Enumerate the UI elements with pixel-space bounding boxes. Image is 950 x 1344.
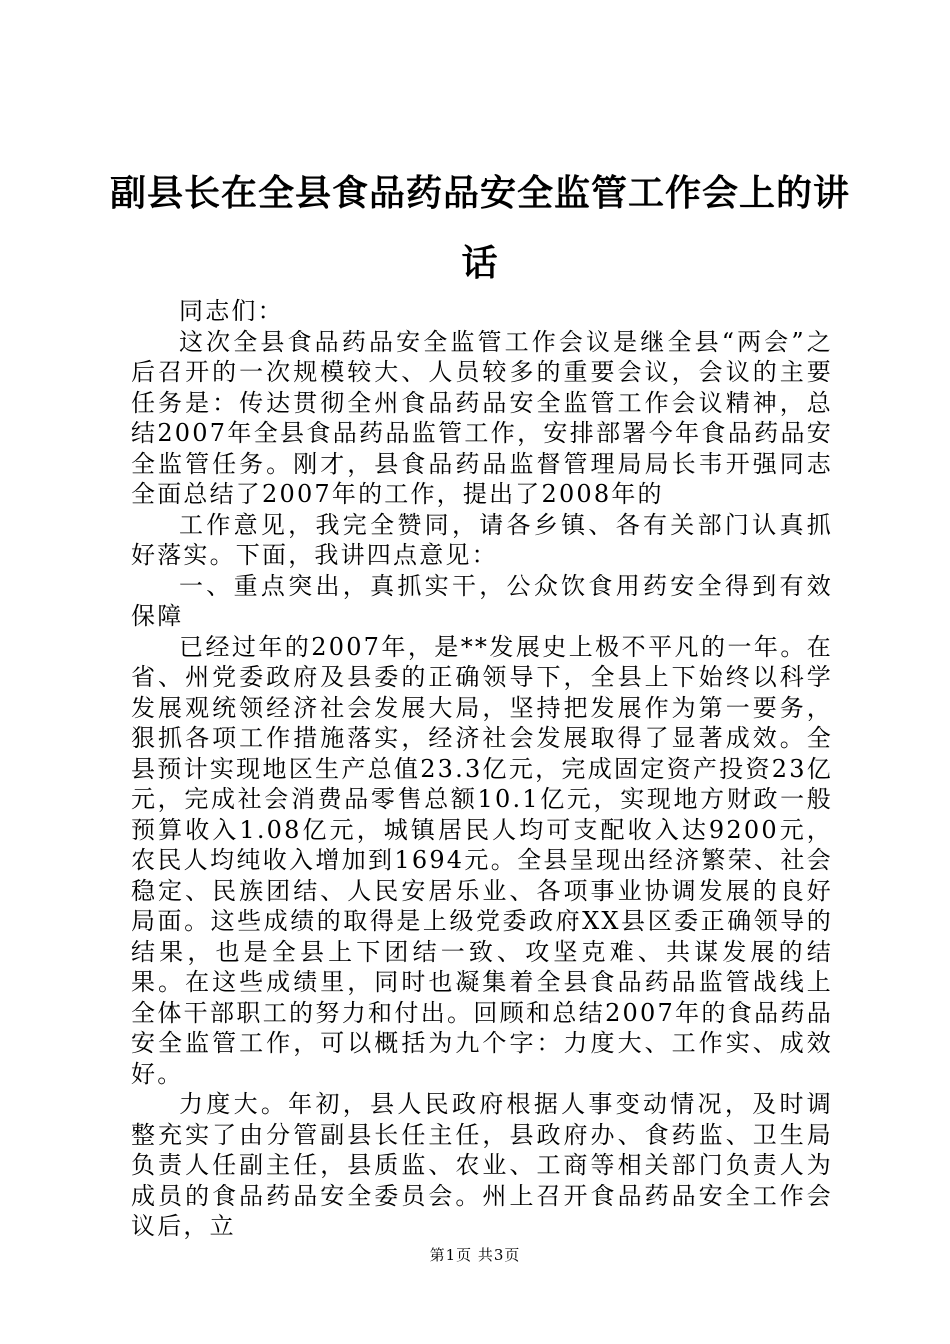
- strength-paragraph: 力度大。年初，县人民政府根据人事变动情况，及时调整充实了由分管副县长任主任，县政府办、食药监、卫生局负责人任副主任，县质监、农业、工商等相关部门负责人为成员的食品药品安全委员会。州上召开食品药品安全工作会议后，立: [131, 1090, 833, 1240]
- section-heading-1: 一、重点突出，真抓实干，公众饮食用药安全得到有效保障: [131, 571, 833, 630]
- intro-paragraph: 这次全县食品药品安全监管工作会议是继全县“两会”之后召开的一次规模较大、人员较多的重要会议，会议的主要任务是：传达贯彻全州食品药品安全监管工作会议精神，总结2007年全县食品药品监管工作，安排部署今年食品药品安全监管任务。刚才，县食品药品监督管理局局长韦开强同志全面总结了2007年的工作，提出了2008年的: [131, 327, 833, 508]
- salutation-paragraph: 同志们：: [179, 297, 284, 325]
- opinion-paragraph: 工作意见，我完全赞同，请各乡镇、各有关部门认真抓好落实。下面，我讲四点意见：: [131, 510, 833, 569]
- page-footer: 第1页 共3页: [429, 1246, 521, 1264]
- document-body: [131, 296, 833, 1242]
- review-paragraph: 已经过年的2007年，是**发展史上极不平凡的一年。在省、州党委政府及县委的正确领导下，全县上下始终以科学发展观统领经济社会发展大局，坚持把发展作为第一要务，狠抓各项工作措施落实，经济社会发展取得了显著成效。全县预计实现地区生产总值23.3亿元，完成固定资产投资23亿元，完成社会消费品零售总额10.1亿元，实现地方财政一般预算收入1.08亿元，城镇居民人均可支配收入达9200元，农民人均纯收入增加到1694元。全县呈现出经济繁荣、社会稳定、民族团结、人民安居乐业、各项事业协调发展的良好局面。这些成绩的取得是上级党委政府XX县区委正确领导的结果，也是全县上下团结一致、攻坚克难、共谋发展的结果。在这些成绩里，同时也凝集着全县食品药品监管战线上全体干部职工的努力和付出。回顾和总结2007年的食品药品安全监管工作，可以概括为九个字：力度大、工作实、成效好。: [131, 632, 833, 1088]
- document-title: 副县长在全县食品药品安全监管工作会上的讲话: [110, 172, 851, 284]
